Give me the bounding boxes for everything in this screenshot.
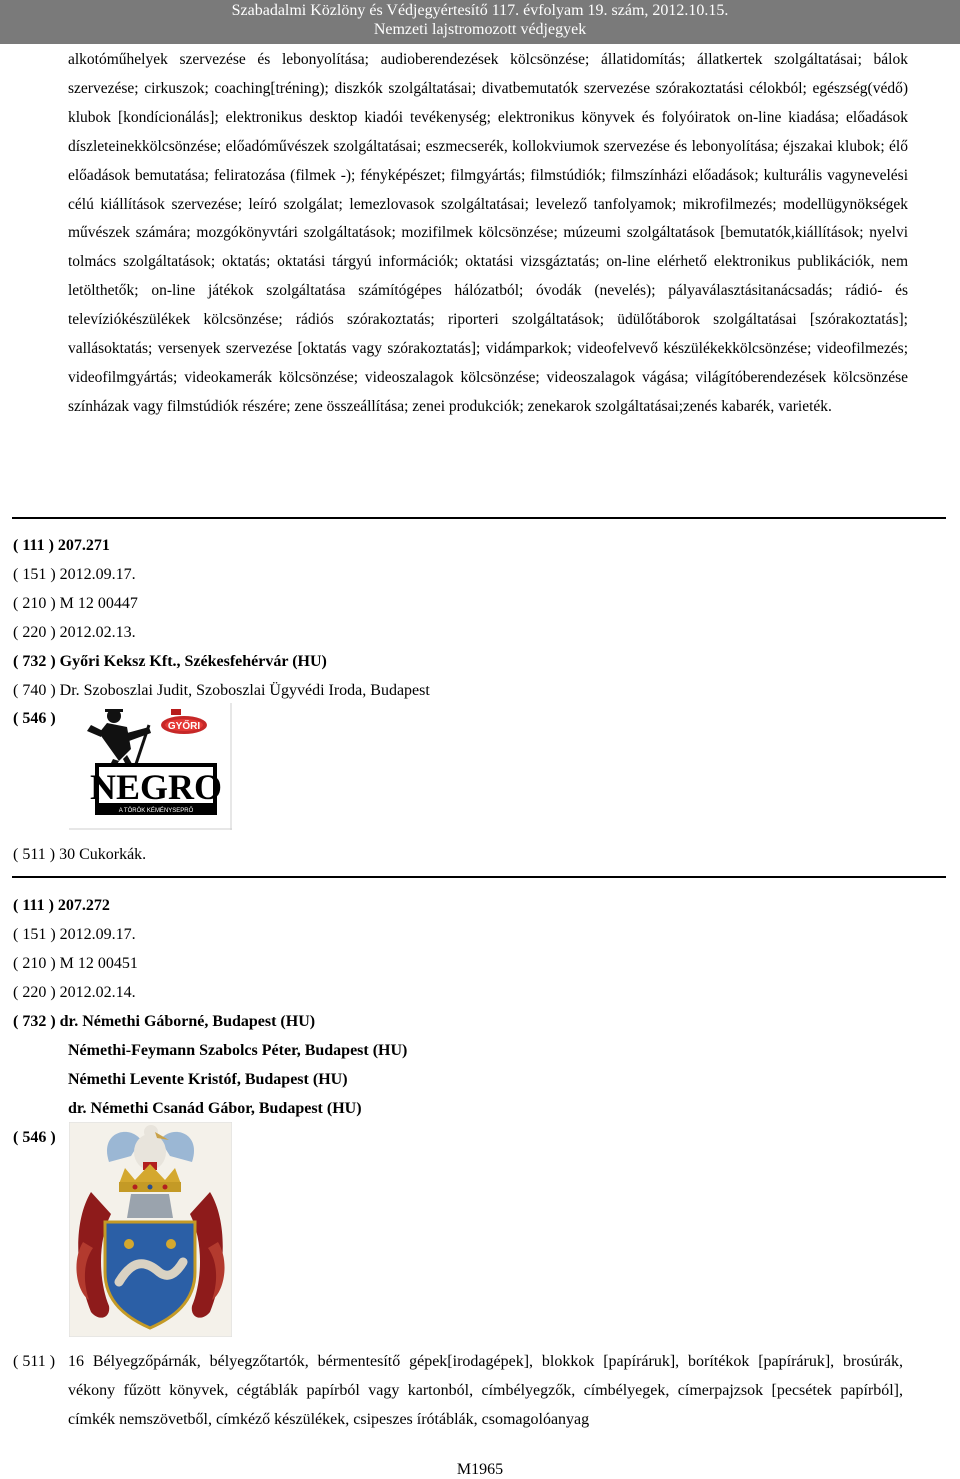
separator-rule [12, 517, 946, 519]
record2-field-220: ( 220 ) 2012.02.14. [13, 984, 136, 1001]
helmet-icon [127, 1194, 173, 1218]
record2-holder: dr. Némethi Csanád Gábor, Budapest (HU) [68, 1100, 362, 1117]
record1-field-111: ( 111 ) 207.271 [13, 537, 110, 554]
page-number: M1965 [456, 1461, 504, 1478]
section-title: Nemzeti lajstromozott védjegyek [373, 21, 587, 38]
record2-field-511 [13, 1348, 903, 1435]
journal-title: Szabadalmi Közlöny és Védjegyértesítő 117. évfolyam 19. szám, 2012.10.15. [231, 2, 729, 19]
record2-field-111: ( 111 ) 207.272 [13, 897, 110, 914]
record2-holder: Némethi-Feymann Szabolcs Péter, Budapest (HU) [68, 1042, 408, 1059]
record2-holder: Némethi Levente Kristóf, Budapest (HU) [68, 1071, 348, 1088]
record2-field-210: ( 210 ) M 12 00451 [13, 955, 138, 972]
record1-field-546: ( 546 ) [13, 710, 56, 727]
negro-trademark-logo [69, 703, 232, 830]
separator-rule [12, 876, 946, 878]
coat-of-arms-image [69, 1122, 232, 1337]
logo-tagline: A TÖRÖK KÉMÉNYSEPRŐ [118, 808, 194, 814]
record1-field-740: ( 740 ) Dr. Szoboszlai Judit, Szoboszlai Ügyvédi Iroda, Budapest [13, 682, 430, 699]
record2-field-151: ( 151 ) 2012.09.17. [13, 926, 136, 943]
record2-field-546: ( 546 ) [13, 1129, 56, 1146]
record1-field-511: ( 511 ) 30 Cukorkák. [13, 846, 147, 863]
page-header [0, 0, 960, 44]
record1-field-151: ( 151 ) 2012.09.17. [13, 566, 136, 583]
record1-field-732: ( 732 ) Győri Keksz Kft., Székesfehérvár (HU) [13, 653, 327, 670]
field-511-label: ( 511 ) [13, 1353, 56, 1370]
logo-wordmark: NEGRO [89, 767, 223, 807]
brand-name: GYŐRI [167, 721, 201, 732]
services-paragraph: alkotóműhelyek szervezése és lebonyolítása; audioberendezések kölcsönzése; állatidomítás; állatkertek szolgáltatásai; bálok szervezése; cirkuszok; coaching[tréning); diszkók szolgáltatásai; divatbemutatók szervezése szórakoztatási célokból; egészség(védő) klubok [kondícionálás]; elektronikus desktop kiadói tevékenység; elektronikus könyvek és folyóiratok on-line kiadása; előadások díszleteinekkölcsönzése; előadóművészek szolgáltatásai; eszmecserék, kollokviumok szervezése és lebonyolítása; éjszakai klubok; élő előadások bemutatása; feliratozása (filmek -); fényképészet; filmgyártás; filmstúdiók; filmszínházi előadások; kulturális vagynevelési célú kiállítások szervezése; leíró szolgálat; lemezlovasok szolgáltatásai; levelező tanfolyamok; mikrofilmezés; modellügynökségek művészek számára; mozgókönyvtári szolgáltatások; mozifilmek kölcsönzése; múzeumi szolgáltatások [bemutatók,kiállítások; nyelvi tolmács szolgáltatások; oktatás; oktatási tárgyú információk; oktatási vizsgáztatás; on-line elérhető elektronikus publikációk, nem letölthetők; on-line játékok szolgáltatása számítógépes hálózatból; óvodák (nevelés); pályaválasztásitanácsadás; rádió- és televíziókészülékek kölcsönzése; rádiós szórakoztatás; riporteri szolgáltatások; üdülőtáborok szolgáltatásai [szórakoztatás]; vallásoktatás; versenyek szervezése [oktatás vagy szórakoztatás]; vidámparkok; videofelvevő készülékekkölcsönzése; videofilmezés; videofilmgyártás; videokamerák kölcsönzése; videoszalagok kölcsönzése; videoszalagok vágása; világítóberendezések kölcsönzése színházak vagy filmstúdiók részére; zene összeállítása; zenei produkciók; zenekarok szolgáltatásai;zenés kabarék, varieték. [68, 51, 908, 415]
record2-field-732: ( 732 ) dr. Némethi Gáborné, Budapest (HU) [13, 1013, 316, 1030]
field-511-text: 16 Bélyegzőpárnák, bélyegzőtartók, bérmentesítő gépek[irodagépek], blokkok [papíráruk], borítékok [papíráruk], brosúrák, vékony fűzött könyvek, cégtáblák papírból vagy kartonból, címbélyegzők, címbélyegek, címerpajzsok [pecsétek papírból], címkék nemszövetből, címkéző készülékek, csipeszes írótáblák, csomagolóanyag [68, 1353, 903, 1428]
record1-field-220: ( 220 ) 2012.02.13. [13, 624, 136, 641]
record1-field-210: ( 210 ) M 12 00447 [13, 595, 138, 612]
